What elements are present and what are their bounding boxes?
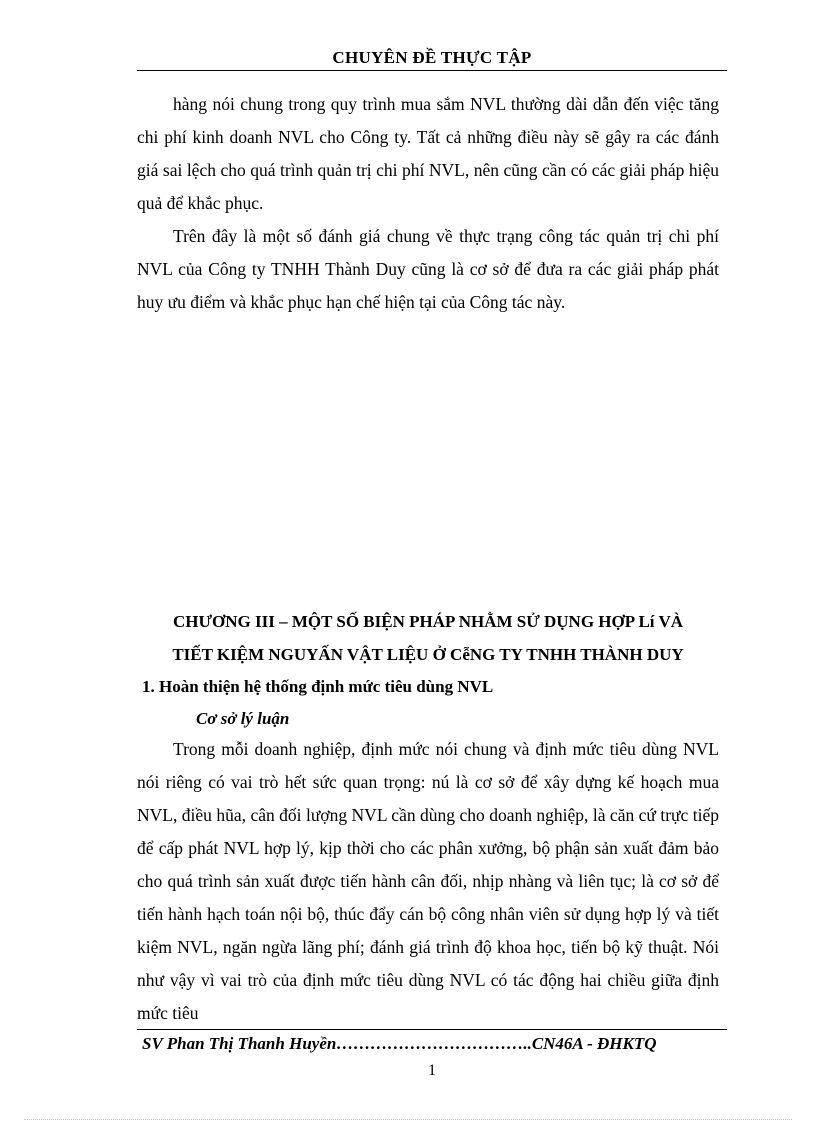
body-paragraph-2: Trên đây là một số đánh giá chung về thực trạng công tác quản trị chi phí NVL của Công ty TNHH Thành Duy cũng là cơ sở để đưa ra các giải pháp phát huy ưu điểm và khắc phục hạn chế hiện tại của Công tác này. xyxy=(137,226,719,312)
chapter-title-line-1: CHƯƠNG III – MỘT SỐ BIỆN PHÁP NHẰM SỬ DỤNG HỢP Lí VÀ xyxy=(172,612,684,631)
page-header-title: CHUYÊN ĐỀ THỰC TẬP xyxy=(332,48,532,67)
subsection-heading: Cơ sở lý luận xyxy=(196,709,290,728)
page-footer: SV Phan Thị Thanh Huyền……………………………..CN46A - ĐHKTQ xyxy=(142,1034,657,1053)
section-heading: 1. Hoàn thiện hệ thống định mức tiêu dùng NVL xyxy=(142,677,494,696)
body-paragraph-1: hàng nói chung trong quy trình mua sắm NVL thường dài dẫn đến việc tăng chi phí kinh doanh NVL cho Công ty. Tất cả những điều này sẽ gây ra các đánh giá sai lệch cho quá trình quản trị chi phí NVL, nên cũng cần có các giải pháp hiệu quả để khắc phục. xyxy=(137,94,719,213)
body-paragraph-3: Trong mỗi doanh nghiệp, định mức nói chung và định mức tiêu dùng NVL nói riêng có vai trò hết sức quan trọng: nú là cơ sở để xây dựng kế hoạch mua NVL, điều hũa, cân đối lượng NVL cần dùng cho doanh nghiệp, là căn cứ trực tiếp để cấp phát NVL hợp lý, kịp thời cho các phân xưởng, bộ phận sản xuất đảm bảo cho quá trình sản xuất được tiến hành cân đối, nhịp nhàng và liên tục; là cơ sở để tiến hành hạch toán nội bộ, thúc đẩy cán bộ công nhân viên sử dụng hợp lý và tiết kiệm NVL, ngăn ngừa lãng phí; đánh giá trình độ khoa học, tiến bộ kỹ thuật. Nói như vậy vì vai trò của định mức tiêu dùng NVL có tác động hai chiều giữa định mức tiêu xyxy=(137,739,719,1023)
header-rule xyxy=(137,70,727,71)
page-number: 1 xyxy=(428,1062,436,1079)
page-bottom-dotted-border xyxy=(24,1119,792,1120)
footer-rule xyxy=(137,1029,727,1030)
chapter-title xyxy=(137,605,719,671)
chapter-title-line-2: TIẾT KIỆM NGUYẤN VẬT LIỆU Ở CễNG TY TNHH THÀNH DUY xyxy=(172,645,684,664)
